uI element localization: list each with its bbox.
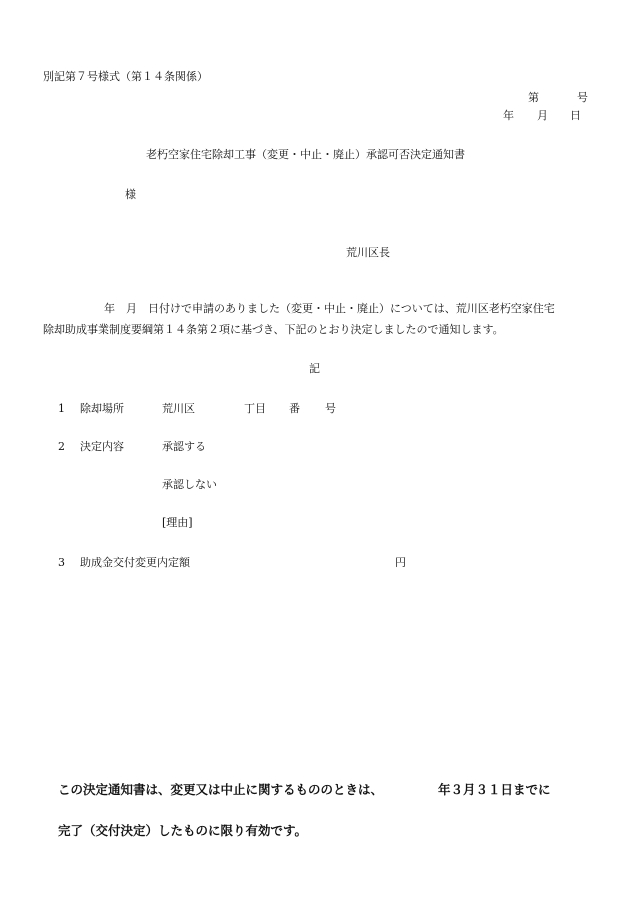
date-day: 日	[570, 109, 581, 122]
item-1-label: 除却場所	[80, 402, 124, 415]
number-suffix: 号	[577, 91, 588, 104]
document-title: 老朽空家住宅除却工事（変更・中止・廃止）承認可否決定通知書	[146, 148, 465, 161]
item-1-ward: 荒川区	[162, 402, 195, 415]
footer-notice-line-2: 完了（交付決定）したものに限り有効です。	[58, 823, 308, 838]
item-1-go: 号	[325, 402, 336, 415]
date-month: 月	[537, 109, 548, 122]
item-1-number: 1	[58, 402, 65, 415]
item-2-number: 2	[58, 440, 65, 453]
item-2-approve: 承認する	[162, 440, 206, 453]
body-line-1: 年 月 日付けで申請のありました（変更・中止・廃止）については、荒川区老朽空家住宅	[104, 302, 555, 315]
footer-notice-line-1b: 年３月３１日までに	[438, 782, 551, 797]
addressee-sama: 様	[125, 188, 136, 201]
item-1-chome: 丁目	[244, 402, 266, 415]
sender-name: 荒川区長	[346, 246, 390, 259]
footer-notice-line-1a: この決定通知書は、変更又は中止に関するもののときは、	[58, 782, 384, 797]
item-2-label: 決定内容	[80, 440, 124, 453]
item-3-label: 助成金交付変更内定額	[80, 556, 190, 569]
form-label: 別記第７号様式（第１４条関係）	[43, 70, 208, 83]
item-3-yen: 円	[395, 556, 406, 569]
date-year: 年	[503, 109, 514, 122]
body-line-2: 除却助成事業制度要綱第１４条第２項に基づき、下記のとおり決定しましたので通知します。	[43, 323, 504, 336]
item-2-reason: [理由]	[162, 516, 193, 529]
number-prefix: 第	[528, 91, 539, 104]
ki-heading: 記	[309, 362, 320, 375]
item-3-number: 3	[58, 556, 65, 569]
item-2-disapprove: 承認しない	[162, 478, 217, 491]
item-1-ban: 番	[289, 402, 300, 415]
